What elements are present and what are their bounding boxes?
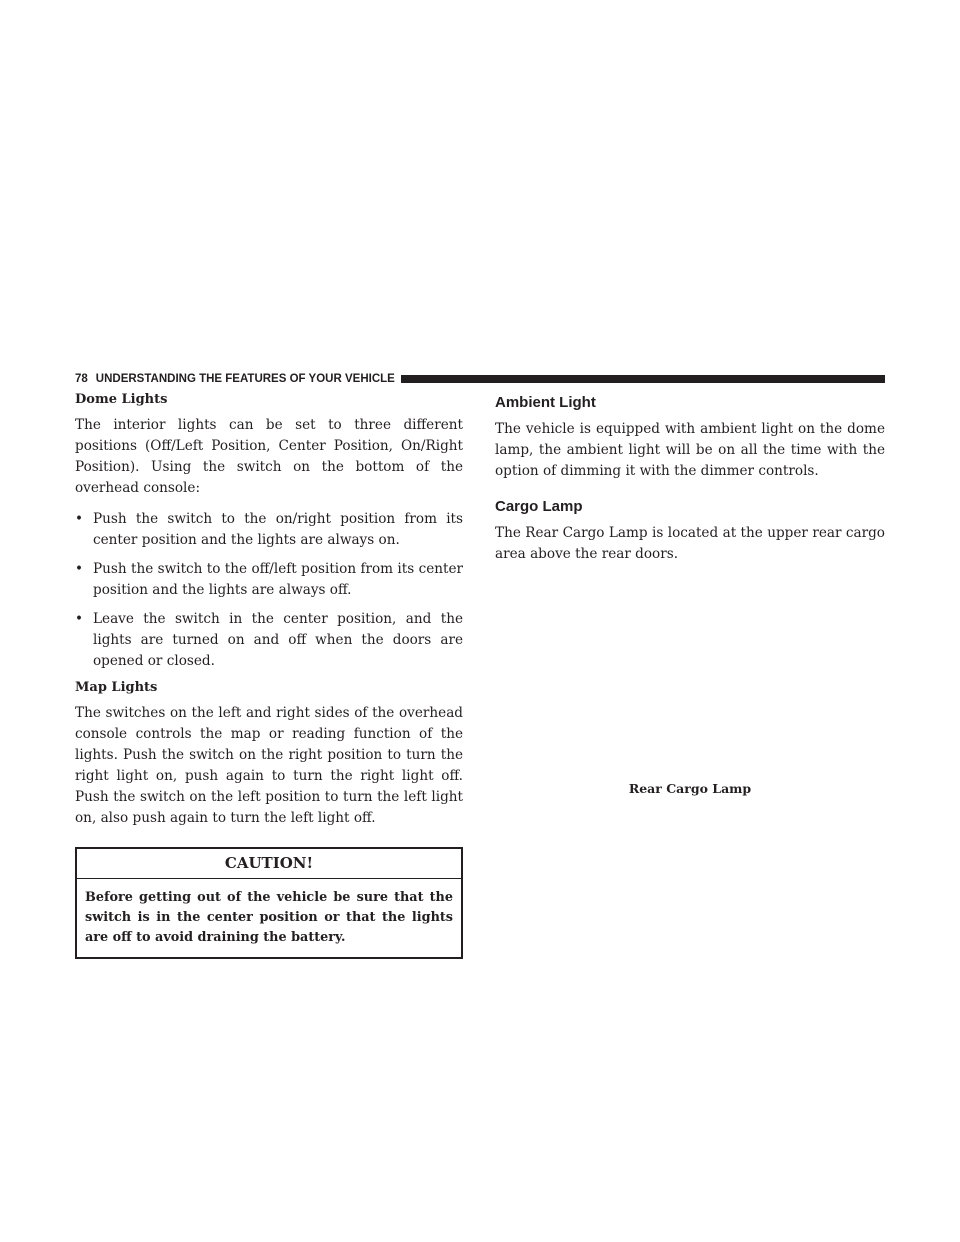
right-column (495, 392, 885, 575)
dome-lights-intro: The interior lights can be set to three different positions (Off/Left Position, Center Position, On/Right Position). Using the switch on the bottom of the overhead console: (75, 417, 463, 496)
left-column (75, 392, 463, 959)
caution-title: CAUTION! (77, 849, 461, 879)
ambient-light-text: The vehicle is equipped with ambient light on the dome lamp, the ambient light will be on all the time with the option of dimming it with the dimmer controls. (495, 421, 885, 479)
map-lights-heading: Map Lights (75, 680, 158, 695)
list-item-text: Push the switch to the off/left position from its center position and the lights are always off. (93, 561, 463, 598)
chapter-title: UNDERSTANDING THE FEATURES OF YOUR VEHICLE (95, 373, 395, 385)
page-number: 78 (75, 373, 88, 385)
figure-caption: Rear Cargo Lamp (628, 781, 752, 796)
dome-lights-heading: Dome Lights (75, 392, 168, 407)
header-rule (401, 375, 885, 383)
caution-box (75, 847, 463, 959)
list-item-text: Leave the switch in the center position, and the lights are turned on and off when the doors are opened or closed. (93, 611, 463, 669)
page-header (75, 369, 885, 389)
list-item (75, 559, 463, 601)
map-lights-text: The switches on the left and right sides of the overhead console controls the map or reading function of the lights. Push the switch on the right position to turn the right light on, push again to turn the right light off. Push the switch on the left position to turn the left light on, also push again to turn the left light off. (75, 705, 463, 826)
bullet-icon: • (75, 511, 84, 527)
bullet-icon: • (75, 561, 84, 577)
caution-text: Before getting out of the vehicle be sure that the switch is in the center position or that the lights are off to avoid draining the battery. (85, 890, 453, 945)
list-item (75, 509, 463, 551)
cargo-lamp-heading: Cargo Lamp (495, 498, 583, 515)
dome-lights-list (75, 509, 463, 672)
cargo-lamp-text: The Rear Cargo Lamp is located at the upper rear cargo area above the rear doors. (495, 525, 885, 562)
list-item-text: Push the switch to the on/right position from its center position and the lights are always on. (93, 511, 463, 548)
list-item (75, 609, 463, 672)
bullet-icon: • (75, 611, 84, 627)
ambient-light-heading: Ambient Light (495, 394, 596, 411)
